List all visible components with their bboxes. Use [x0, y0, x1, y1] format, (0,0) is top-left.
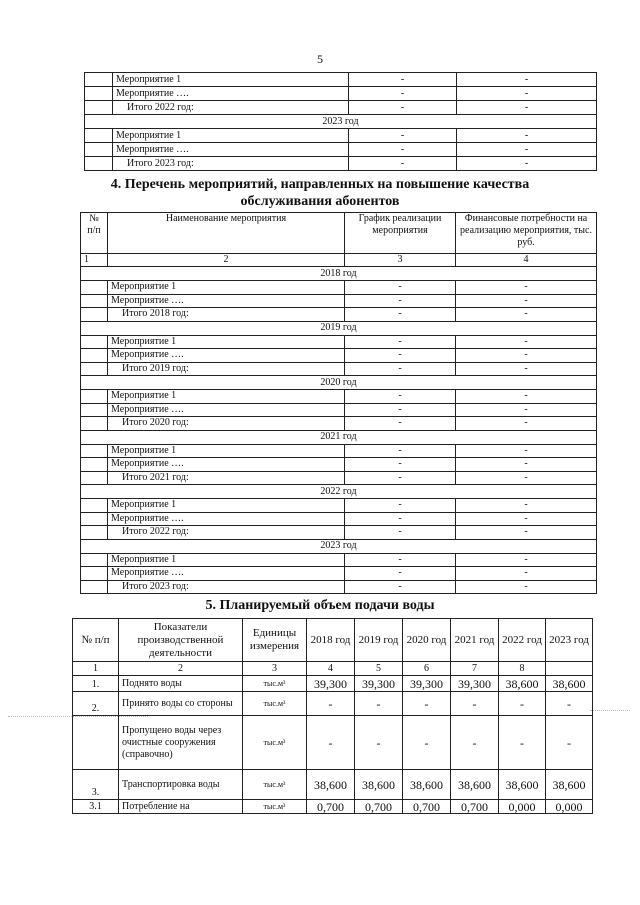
- finance-value: -: [456, 390, 597, 404]
- measure-row: [85, 87, 597, 101]
- col-number: 3: [345, 254, 456, 267]
- year-value: 38,600: [546, 770, 593, 800]
- year-value: -: [355, 692, 403, 716]
- measure-name: Мероприятие 1: [108, 281, 345, 295]
- year-row: [85, 115, 597, 129]
- measure-row: [81, 308, 597, 322]
- measure-row: [81, 349, 597, 363]
- measure-name: Мероприятие ….: [113, 143, 349, 157]
- row-num: [81, 580, 108, 594]
- year-value: -: [451, 692, 499, 716]
- schedule-value: -: [349, 129, 457, 143]
- section4-title: [0, 176, 640, 210]
- row-num: [81, 362, 108, 376]
- year-value: 39,300: [403, 676, 451, 692]
- schedule-value: -: [349, 157, 457, 171]
- year-value: 39,300: [355, 676, 403, 692]
- year-value: 0,000: [546, 800, 593, 814]
- schedule-value: -: [349, 101, 457, 115]
- year-value: -: [307, 692, 355, 716]
- scan-artifact: [8, 716, 148, 717]
- year-value: -: [499, 716, 546, 770]
- year-value: 38,600: [355, 770, 403, 800]
- row-num: [81, 499, 108, 513]
- year-value: -: [546, 716, 593, 770]
- year-value: -: [403, 692, 451, 716]
- year-value: 0,000: [499, 800, 546, 814]
- measure-name: Мероприятие 1: [108, 499, 345, 513]
- measure-row: [81, 281, 597, 295]
- finance-value: -: [457, 73, 597, 87]
- measure-row: [81, 567, 597, 581]
- finance-value: -: [456, 580, 597, 594]
- finance-value: -: [456, 349, 597, 363]
- schedule-value: -: [349, 87, 457, 101]
- total-label: Итого 2018 год:: [108, 308, 345, 322]
- finance-value: -: [456, 553, 597, 567]
- measure-row: [81, 335, 597, 349]
- unit-value: тыс.м³: [243, 676, 307, 692]
- col-number: 2: [119, 662, 243, 676]
- measure-row: [85, 157, 597, 171]
- row-num: [81, 526, 108, 540]
- schedule-value: -: [345, 499, 456, 513]
- row-num: [85, 101, 113, 115]
- year-row: [81, 267, 597, 281]
- col-number-empty: [546, 662, 593, 676]
- section4-title-line1: 4. Перечень мероприятий, направленных на повышение качества: [110, 177, 530, 192]
- schedule-value: -: [345, 444, 456, 458]
- finance-value: -: [457, 101, 597, 115]
- measure-name: Мероприятие ….: [113, 87, 349, 101]
- year-value: 38,600: [403, 770, 451, 800]
- row-num: [85, 143, 113, 157]
- measure-name: Мероприятие 1: [108, 444, 345, 458]
- header-name: Наименование мероприятия: [108, 213, 345, 254]
- finance-value: -: [456, 512, 597, 526]
- row-num: [81, 335, 108, 349]
- header-year: 2020 год: [403, 619, 451, 662]
- year-label: 2021 год: [81, 430, 597, 444]
- measure-name: Мероприятие 1: [108, 335, 345, 349]
- measures-header-row: [81, 213, 597, 254]
- indicator-row: [73, 676, 593, 692]
- schedule-value: -: [349, 143, 457, 157]
- total-label: Итого 2023 год:: [113, 157, 349, 171]
- schedule-value: -: [345, 553, 456, 567]
- row-num: [81, 567, 108, 581]
- year-value: 0,700: [451, 800, 499, 814]
- year-value: -: [403, 716, 451, 770]
- section4-title-line2: обслуживания абонентов: [240, 194, 400, 209]
- row-num: 2.: [73, 692, 119, 716]
- year-value: -: [546, 692, 593, 716]
- measure-row: [81, 512, 597, 526]
- finance-value: -: [456, 294, 597, 308]
- measure-name: Мероприятие 1: [113, 73, 349, 87]
- col-number: 6: [403, 662, 451, 676]
- total-label: Итого 2022 год:: [108, 526, 345, 540]
- col-number: 5: [355, 662, 403, 676]
- row-num: [81, 349, 108, 363]
- year-label: 2023 год: [81, 539, 597, 553]
- section5-title: 5. Планируемый объем подачи воды: [205, 598, 435, 613]
- finance-value: -: [456, 308, 597, 322]
- finance-value: -: [456, 444, 597, 458]
- year-label: 2019 год: [81, 321, 597, 335]
- indicator-name: Поднято воды: [119, 676, 243, 692]
- year-label: 2018 год: [81, 267, 597, 281]
- schedule-value: -: [345, 403, 456, 417]
- schedule-value: -: [345, 335, 456, 349]
- measure-row: [81, 390, 597, 404]
- year-label: 2022 год: [81, 485, 597, 499]
- continued-table: [84, 72, 597, 171]
- schedule-value: -: [345, 362, 456, 376]
- year-value: 38,600: [499, 770, 546, 800]
- row-num: [81, 308, 108, 322]
- measure-row: [85, 73, 597, 87]
- col-number: 1: [73, 662, 119, 676]
- measure-name: Мероприятие 1: [108, 390, 345, 404]
- finance-value: -: [456, 362, 597, 376]
- measure-row: [81, 553, 597, 567]
- schedule-value: -: [345, 294, 456, 308]
- row-num: [81, 403, 108, 417]
- col-number: 1: [81, 254, 108, 267]
- water-colnum-row: [73, 662, 593, 676]
- unit-value: тыс.м³: [243, 770, 307, 800]
- total-label: Итого 2019 год:: [108, 362, 345, 376]
- year-label: 2023 год: [85, 115, 597, 129]
- measure-row: [81, 417, 597, 431]
- finance-value: -: [457, 157, 597, 171]
- year-label: 2020 год: [81, 376, 597, 390]
- unit-value: тыс.м³: [243, 692, 307, 716]
- finance-value: -: [456, 471, 597, 485]
- year-value: 38,600: [307, 770, 355, 800]
- column-numbers-row: [81, 254, 597, 267]
- measure-name: Мероприятие ….: [108, 349, 345, 363]
- schedule-value: -: [345, 526, 456, 540]
- row-num: [81, 281, 108, 295]
- indicator-name: Принято воды со стороны: [119, 692, 243, 716]
- finance-value: -: [456, 403, 597, 417]
- measure-row: [85, 129, 597, 143]
- measure-name: Мероприятие ….: [108, 567, 345, 581]
- measures-table: [80, 212, 597, 594]
- measure-row: [81, 362, 597, 376]
- indicator-row: [73, 692, 593, 716]
- year-value: -: [307, 716, 355, 770]
- col-number: 4: [456, 254, 597, 267]
- schedule-value: -: [345, 471, 456, 485]
- header-num: № п/п: [81, 213, 108, 254]
- row-num: [81, 417, 108, 431]
- indicator-name: Пропущено воды через очистные сооружения (справочно): [119, 716, 243, 770]
- schedule-value: -: [345, 349, 456, 363]
- header-year: 2019 год: [355, 619, 403, 662]
- finance-value: -: [456, 417, 597, 431]
- year-row: [81, 321, 597, 335]
- measure-row: [81, 580, 597, 594]
- indicator-name: Транспортировка воды: [119, 770, 243, 800]
- schedule-value: -: [345, 390, 456, 404]
- page-number: 5: [317, 52, 323, 66]
- finance-value: -: [456, 499, 597, 513]
- header-year: 2023 год: [546, 619, 593, 662]
- year-value: -: [451, 716, 499, 770]
- year-value: 0,700: [307, 800, 355, 814]
- year-row: [81, 376, 597, 390]
- unit-value: тыс.м³: [243, 716, 307, 770]
- measure-row: [85, 143, 597, 157]
- row-num: [81, 444, 108, 458]
- schedule-value: -: [345, 308, 456, 322]
- header-schedule: График реализации мероприятия: [345, 213, 456, 254]
- measure-row: [81, 499, 597, 513]
- header-year: 2021 год: [451, 619, 499, 662]
- measure-name: Мероприятие ….: [108, 458, 345, 472]
- indicator-name: Потребление на: [119, 800, 243, 814]
- measure-row: [81, 403, 597, 417]
- measure-name: Мероприятие ….: [108, 294, 345, 308]
- col-number: 4: [307, 662, 355, 676]
- finance-value: -: [456, 567, 597, 581]
- year-value: 39,300: [451, 676, 499, 692]
- year-row: [81, 485, 597, 499]
- indicator-row: [73, 770, 593, 800]
- row-num: [81, 512, 108, 526]
- water-supply-table: [72, 618, 593, 814]
- col-number: 2: [108, 254, 345, 267]
- year-value: 38,600: [546, 676, 593, 692]
- measure-name: Мероприятие 1: [113, 129, 349, 143]
- scan-artifact: [590, 710, 630, 711]
- year-value: 0,700: [355, 800, 403, 814]
- finance-value: -: [457, 87, 597, 101]
- finance-value: -: [456, 335, 597, 349]
- row-num: [81, 294, 108, 308]
- header-num: № п/п: [73, 619, 119, 662]
- total-label: Итого 2021 год:: [108, 471, 345, 485]
- row-num: [85, 129, 113, 143]
- row-num: 3.1: [73, 800, 119, 814]
- measure-name: Мероприятие 1: [108, 553, 345, 567]
- header-year: 2022 год: [499, 619, 546, 662]
- year-value: -: [355, 716, 403, 770]
- col-number: 7: [451, 662, 499, 676]
- row-num: [85, 157, 113, 171]
- schedule-value: -: [345, 417, 456, 431]
- finance-value: -: [457, 143, 597, 157]
- measure-row: [81, 458, 597, 472]
- total-label: Итого 2022 год:: [113, 101, 349, 115]
- indicator-row: [73, 716, 593, 770]
- row-num: [73, 716, 119, 770]
- measure-name: Мероприятие ….: [108, 403, 345, 417]
- measure-row: [81, 526, 597, 540]
- unit-value: тыс.м³: [243, 800, 307, 814]
- year-value: 0,700: [403, 800, 451, 814]
- header-finance: Финансовые потребности на реализацию мероприятия, тыс. руб.: [456, 213, 597, 254]
- row-num: [85, 87, 113, 101]
- schedule-value: -: [345, 567, 456, 581]
- measure-name: Мероприятие ….: [108, 512, 345, 526]
- row-num: 3.: [73, 770, 119, 800]
- row-num: 1.: [73, 676, 119, 692]
- row-num: [81, 471, 108, 485]
- col-number: 3: [243, 662, 307, 676]
- measure-row: [81, 294, 597, 308]
- year-value: 38,600: [451, 770, 499, 800]
- year-value: 38,600: [499, 676, 546, 692]
- year-row: [81, 539, 597, 553]
- total-label: Итого 2023 год:: [108, 580, 345, 594]
- indicator-row: [73, 800, 593, 814]
- header-indicator: Показатели производственной деятельности: [119, 619, 243, 662]
- water-header-row: [73, 619, 593, 662]
- finance-value: -: [457, 129, 597, 143]
- row-num: [81, 458, 108, 472]
- row-num: [81, 553, 108, 567]
- schedule-value: -: [345, 281, 456, 295]
- year-value: -: [499, 692, 546, 716]
- measure-row: [85, 101, 597, 115]
- year-value: 39,300: [307, 676, 355, 692]
- schedule-value: -: [345, 580, 456, 594]
- finance-value: -: [456, 281, 597, 295]
- finance-value: -: [456, 458, 597, 472]
- schedule-value: -: [349, 73, 457, 87]
- measure-row: [81, 471, 597, 485]
- row-num: [85, 73, 113, 87]
- row-num: [81, 390, 108, 404]
- schedule-value: -: [345, 458, 456, 472]
- header-unit: Единицы измерения: [243, 619, 307, 662]
- year-row: [81, 430, 597, 444]
- measure-row: [81, 444, 597, 458]
- finance-value: -: [456, 526, 597, 540]
- total-label: Итого 2020 год:: [108, 417, 345, 431]
- col-number: 8: [499, 662, 546, 676]
- header-year: 2018 год: [307, 619, 355, 662]
- section5-title-wrap: [0, 597, 640, 614]
- schedule-value: -: [345, 512, 456, 526]
